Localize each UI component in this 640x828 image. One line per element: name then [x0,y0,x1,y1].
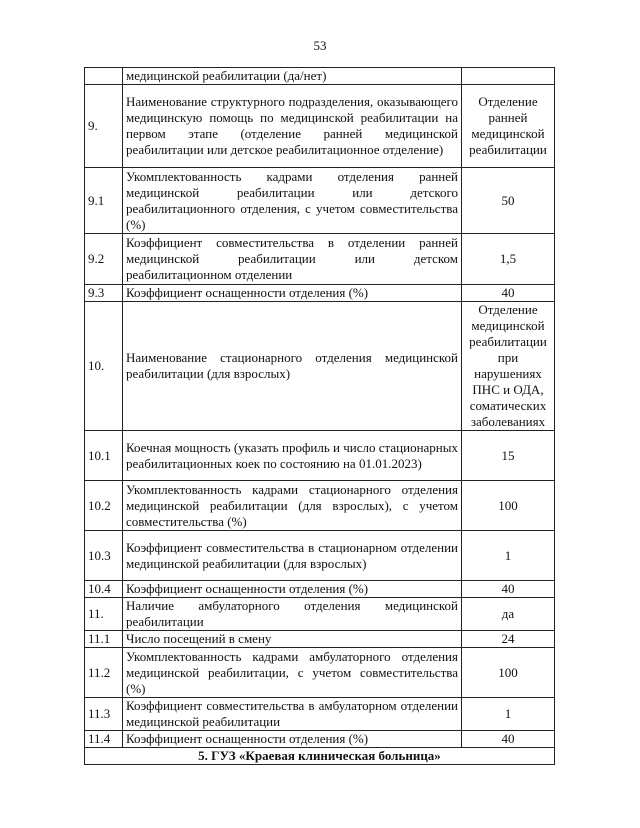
row-value: 15 [462,431,555,481]
row-number: 11. [85,598,123,631]
row-value: 24 [462,631,555,648]
row-description: Коэффициент оснащенности отделения (%) [123,581,462,598]
row-number: 9.1 [85,168,123,234]
row-description: Коечная мощность (указать профиль и число стационарных реабилитационных коек по состоянию на 01.01.2023) [123,431,462,481]
page-number: 53 [313,38,327,53]
row-description: медицинской реабилитации (да/нет) [123,68,462,85]
table-row [85,302,555,431]
table-row [85,234,555,285]
row-description: Коэффициент оснащенности отделения (%) [123,731,462,748]
row-number: 9.3 [85,285,123,302]
row-number: 10.4 [85,581,123,598]
table-row [85,731,555,748]
row-description: Укомплектованность кадрами амбулаторного отделения медицинской реабилитации, с учетом совместительства (%) [123,648,462,698]
table-row [85,68,555,85]
row-number: 11.1 [85,631,123,648]
row-value: 1 [462,531,555,581]
table-body [85,68,555,765]
table-row [85,648,555,698]
row-number: 10.2 [85,481,123,531]
row-value: 40 [462,581,555,598]
row-number: 9. [85,85,123,168]
table-row [85,285,555,302]
row-description: Укомплектованность кадрами стационарного отделения медицинской реабилитации (для взрослых), с учетом совместительства (%) [123,481,462,531]
row-value: 1,5 [462,234,555,285]
table-row [85,598,555,631]
row-value: Отделение ранней медицинской реабилитации [462,85,555,168]
row-number: 11.3 [85,698,123,731]
table-row [85,481,555,531]
table-row [85,531,555,581]
table-row [85,168,555,234]
row-number [85,68,123,85]
row-value [462,68,555,85]
row-number: 10.3 [85,531,123,581]
row-number: 10.1 [85,431,123,481]
row-number: 11.2 [85,648,123,698]
row-description: Наименование структурного подразделения, оказывающего медицинскую помощь по медицинской реабилитации на первом этапе (отделение ранней медицинской реабилитации или детское реабилитационное отделение) [123,85,462,168]
row-description: Наименование стационарного отделения медицинской реабилитации (для взрослых) [123,302,462,431]
row-description: Коэффициент совместительства в стационарном отделении медицинской реабилитации (для взрослых) [123,531,462,581]
table-row [85,431,555,481]
row-value: 100 [462,648,555,698]
table-row [85,631,555,648]
table-row [85,581,555,598]
row-description: Коэффициент оснащенности отделения (%) [123,285,462,302]
table-row [85,698,555,731]
table-row [85,85,555,168]
row-description: Укомплектованность кадрами отделения ранней медицинской реабилитации или детского реабилитационного отделения, с учетом совместительства (%) [123,168,462,234]
hospital-data-table [84,67,555,765]
row-description: Коэффициент совместительства в отделении ранней медицинской реабилитации или детском реабилитационном отделении [123,234,462,285]
row-value: 100 [462,481,555,531]
row-number: 9.2 [85,234,123,285]
section-title: 5. ГУЗ «Краевая клиническая больница» [85,748,555,765]
row-value: да [462,598,555,631]
section-header-row [85,748,555,765]
row-value: 1 [462,698,555,731]
row-value: 40 [462,285,555,302]
row-value: Отделение медицинской реабилитации при нарушениях ПНС и ОДА, соматических заболеваниях [462,302,555,431]
row-value: 40 [462,731,555,748]
row-value: 50 [462,168,555,234]
row-description: Число посещений в смену [123,631,462,648]
row-number: 11.4 [85,731,123,748]
row-description: Коэффициент совместительства в амбулаторном отделении медицинской реабилитации [123,698,462,731]
row-number: 10. [85,302,123,431]
row-description: Наличие амбулаторного отделения медицинской реабилитации [123,598,462,631]
